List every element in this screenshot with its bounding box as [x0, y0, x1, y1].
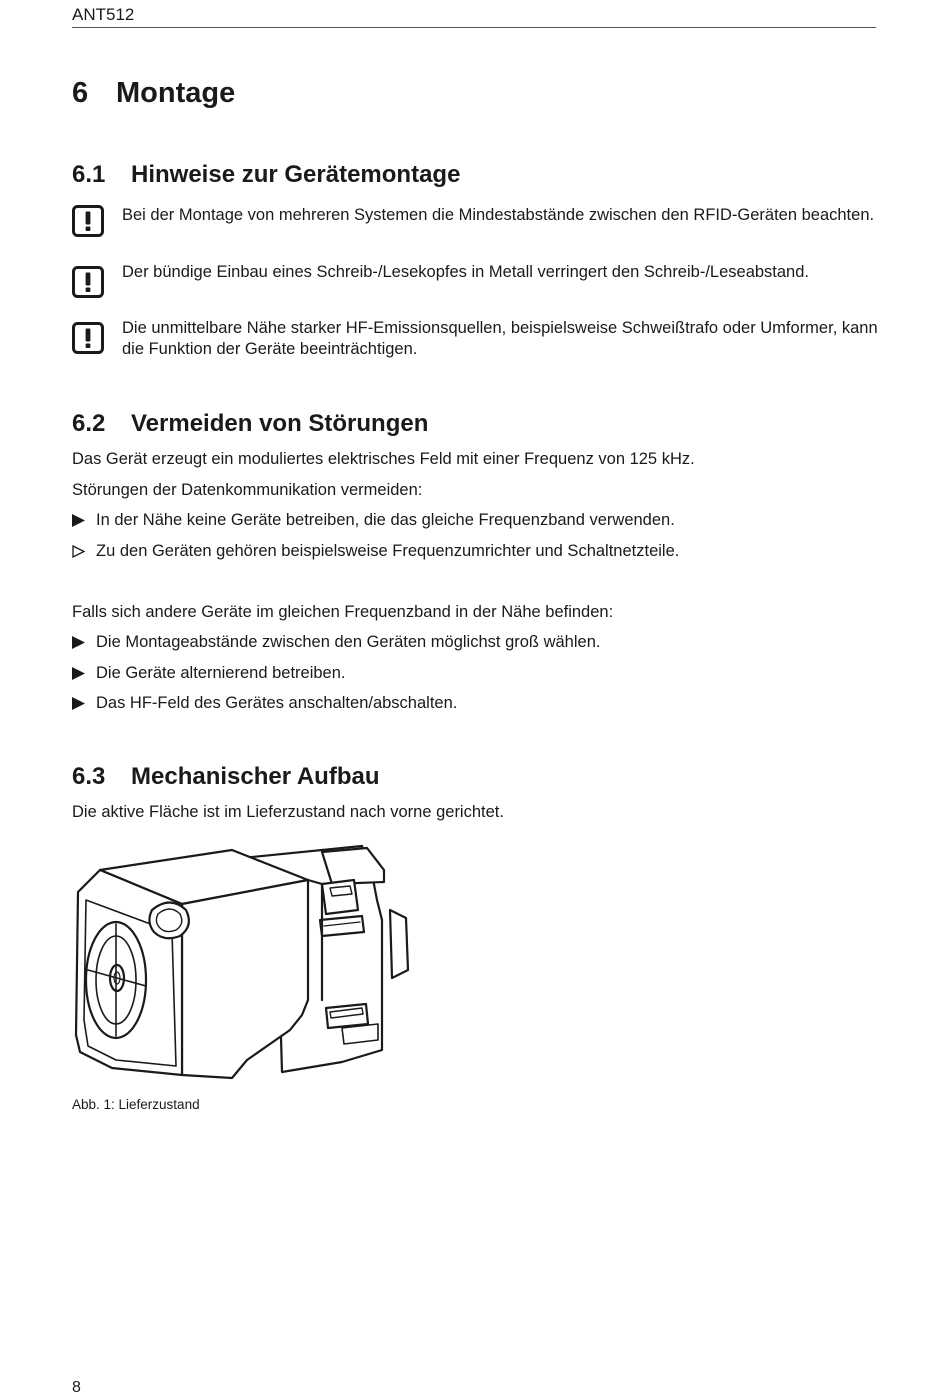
- section-number: 6.1: [72, 161, 106, 188]
- device-illustration: [72, 840, 422, 1085]
- chapter-title: Montage: [116, 77, 236, 109]
- section-number: 6.2: [72, 410, 106, 437]
- document-id: ANT512: [72, 5, 135, 24]
- warning-exclamation-icon: [72, 266, 104, 298]
- section-title: Vermeiden von Störungen: [131, 410, 429, 437]
- result-text: Zu den Geräten gehören beispielsweise Frequenzumrichter und Schaltnetzteile.: [96, 542, 680, 560]
- action-step: [72, 632, 600, 653]
- note-2: [72, 262, 876, 298]
- section-heading-6-3: [72, 762, 380, 792]
- section-heading-6-1: [72, 160, 460, 190]
- action-text: Die Geräte alternierend betreiben.: [96, 664, 346, 682]
- action-step: [72, 693, 457, 714]
- action-arrow-icon: [72, 693, 96, 710]
- page-number: 8: [72, 1379, 81, 1396]
- section-title: Hinweise zur Gerätemontage: [131, 161, 461, 188]
- warning-exclamation-icon: [72, 205, 104, 237]
- section-number: 6.3: [72, 763, 106, 790]
- lead-text: Störungen der Datenkommunikation vermeiden:: [72, 481, 423, 499]
- chapter-heading: [72, 75, 235, 111]
- action-arrow-icon: [72, 663, 96, 680]
- action-text: In der Nähe keine Geräte betreiben, die das gleiche Frequenzband verwenden.: [96, 511, 675, 529]
- action-text: Das HF-Feld des Gerätes anschalten/abschalten.: [96, 694, 458, 712]
- result-arrow-icon: [72, 541, 96, 558]
- section-intro: Das Gerät erzeugt ein moduliertes elektrisches Feld mit einer Frequenz von 125 kHz.: [72, 450, 695, 468]
- action-step: [72, 663, 345, 684]
- action-text: Die Montageabstände zwischen den Geräten möglichst groß wählen.: [96, 633, 601, 651]
- section-intro: Die aktive Fläche ist im Lieferzustand nach vorne gerichtet.: [72, 803, 504, 821]
- action-step: [72, 510, 675, 531]
- action-arrow-icon: [72, 510, 96, 527]
- lead-text: Falls sich andere Geräte im gleichen Frequenzband in der Nähe befinden:: [72, 603, 614, 621]
- chapter-number: 6: [72, 77, 89, 109]
- note-text: Die unmittelbare Nähe starker HF-Emissionsquellen, beispielsweise Schweißtrafo oder Umformer, kann die Funktion der Geräte beeinträchtigen.: [122, 319, 878, 358]
- action-arrow-icon: [72, 632, 96, 649]
- figure-caption: Abb. 1: Lieferzustand: [72, 1097, 200, 1112]
- note-text: Der bündige Einbau eines Schreib-/Lesekopfes in Metall verringert den Schreib-/Leseabstand.: [122, 263, 809, 281]
- result-step: [72, 541, 679, 562]
- section-title: Mechanischer Aufbau: [131, 763, 380, 790]
- note-text: Bei der Montage von mehreren Systemen die Mindestabstände zwischen den RFID-Geräten beachten.: [122, 206, 875, 224]
- note-3: [72, 318, 876, 362]
- note-1: [72, 205, 876, 249]
- section-heading-6-2: [72, 409, 428, 439]
- header-divider: [72, 27, 876, 28]
- warning-exclamation-icon: [72, 322, 104, 354]
